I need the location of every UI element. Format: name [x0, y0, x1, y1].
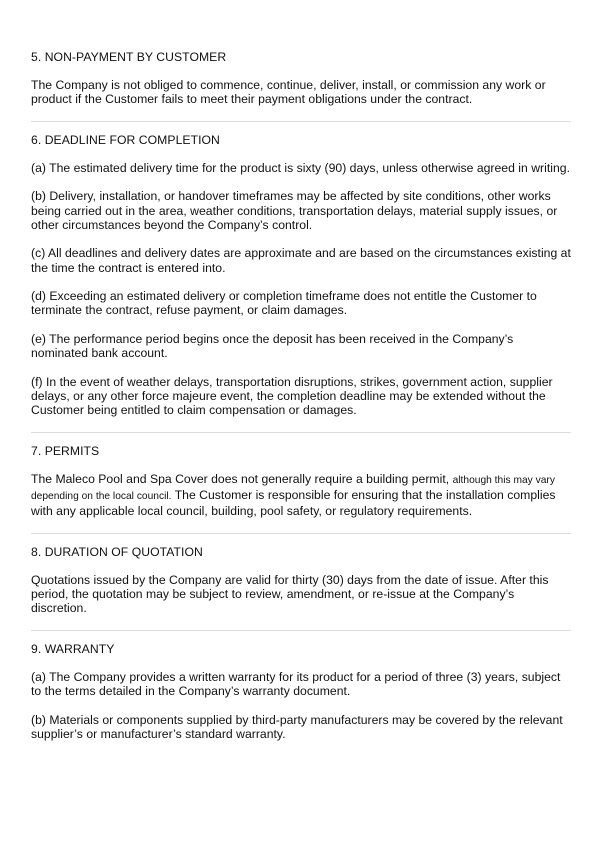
- section-heading: 5. NON-PAYMENT BY CUSTOMER: [31, 50, 227, 64]
- section-divider: [31, 533, 571, 534]
- section-heading: 9. WARRANTY: [31, 641, 115, 656]
- clause-a: (a) The estimated delivery time for the product is sixty (90) days, unless otherwise agreed in writing.: [31, 160, 570, 175]
- section-paragraph: The Company is not obliged to commence, continue, deliver, install, or commission any work or product if the Customer fails to meet their payment obligations under the contract.: [31, 78, 546, 107]
- clause-c: (c) All deadlines and delivery dates are approximate and are based on the circumstances existing at the time the contract is entered into.: [31, 246, 571, 275]
- permits-text-part1: The Maleco Pool and Spa Cover does not generally require a building permit,: [31, 471, 453, 486]
- section-quotation: [31, 545, 571, 616]
- section-divider: [31, 630, 571, 631]
- permits-text-part3: The Customer is responsible for ensuring that the installation complies with any applicable local council, building, pool safety, or regulatory requirements.: [31, 488, 556, 519]
- section-permits: [31, 444, 571, 519]
- section-paragraph: [31, 472, 571, 519]
- clause-a: (a) The Company provides a written warranty for its product for a period of three (3) years, subject to the terms detailed in the Company’s warranty document.: [31, 669, 561, 699]
- permits-text-small-note: although this may vary depending on the local council.: [31, 474, 555, 503]
- section-non-payment: [31, 50, 571, 107]
- clause-d: (d) Exceeding an estimated delivery or completion timeframe does not entitle the Customer to terminate the contract, refuse payment, or claim damages.: [31, 289, 537, 318]
- section-heading: 8. DURATION OF QUOTATION: [31, 544, 203, 559]
- clause-e: (e) The performance period begins once the deposit has been received in the Company’s nominated bank account.: [31, 331, 514, 361]
- section-warranty: [31, 642, 571, 741]
- clause-b: (b) Delivery, installation, or handover timeframes may be affected by site conditions, other works being carried out in the area, weather conditions, transportation delays, material supply issues, or other circumstances beyond the Company’s control.: [31, 189, 558, 232]
- section-divider: [31, 432, 571, 433]
- section-heading: 7. PERMITS: [31, 443, 100, 458]
- document-page: [31, 50, 571, 755]
- section-paragraph: Quotations issued by the Company are valid for thirty (30) days from the date of issue. After this period, the quotation may be subject to review, amendment, or re-issue at the Company’s discretion.: [31, 572, 549, 616]
- section-divider: [31, 121, 571, 122]
- clause-f: (f) In the event of weather delays, transportation disruptions, strikes, government action, supplier delays, or any other force majeure event, the completion deadline may be extended without the Customer being entitled to claim compensation or damages.: [31, 374, 553, 418]
- section-deadline: [31, 133, 571, 418]
- section-heading: 6. DEADLINE FOR COMPLETION: [31, 132, 220, 147]
- clause-b: (b) Materials or components supplied by third-party manufacturers may be covered by the relevant supplier’s or manufacturer’s standard warranty.: [31, 712, 563, 741]
